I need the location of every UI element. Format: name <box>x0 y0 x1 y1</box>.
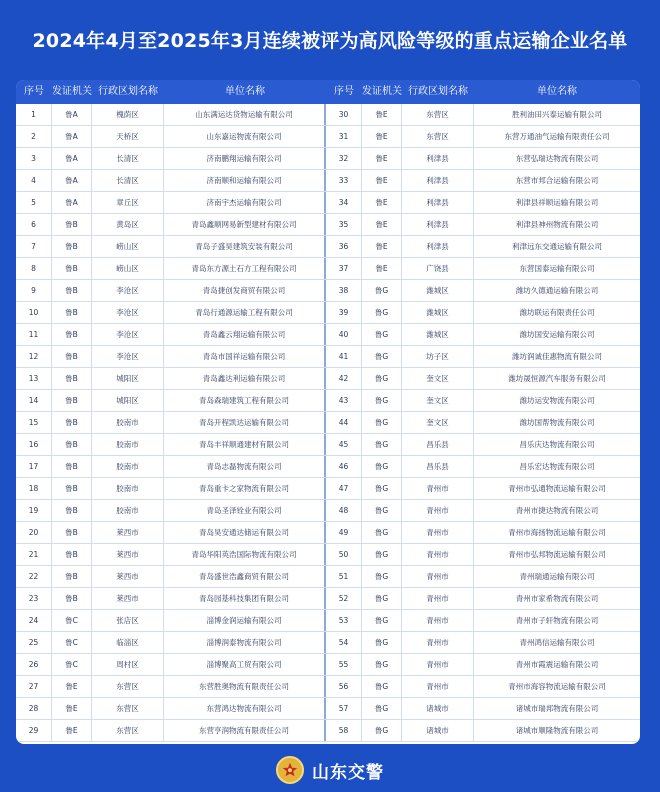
cell-index: 7 <box>16 236 52 257</box>
cell-company: 青岛圣泽铨业有限公司 <box>164 500 326 521</box>
cell-index-right: 45 <box>326 434 362 455</box>
cell-index-right: 41 <box>326 346 362 367</box>
cell-district-right: 青州市 <box>402 478 474 499</box>
cell-issuer: 鲁B <box>52 214 92 235</box>
cell-company-right: 青州市海容物流运输有限公司 <box>508 682 606 691</box>
table-row <box>16 104 640 126</box>
footer-brand: 山东交警 <box>312 762 384 783</box>
cell-company-right: 青州市弘通物流运输有限公司 <box>508 484 606 493</box>
cell-index-right: 57 <box>326 698 362 719</box>
cell-company: 青岛鑫顺网易新型建材有限公司 <box>164 214 326 235</box>
cell-issuer: 鲁B <box>52 302 92 323</box>
cell-index-right: 33 <box>326 170 362 191</box>
header-issuer: 发证机关 <box>52 86 92 97</box>
cell-index: 14 <box>16 390 52 411</box>
cell-company-right: 潍坊联运有限责任公司 <box>519 308 595 317</box>
cell-issuer-right: 鲁G <box>362 720 402 741</box>
cell-issuer: 鲁B <box>52 280 92 301</box>
cell-issuer: 鲁B <box>52 258 92 279</box>
table-row <box>16 456 640 478</box>
cell-issuer-right: 鲁G <box>362 324 402 345</box>
cell-district-right: 利津县 <box>402 214 474 235</box>
cell-issuer-right: 鲁G <box>362 346 402 367</box>
cell-index: 1 <box>16 104 52 125</box>
cell-district: 莱西市 <box>92 544 164 565</box>
cell-district-right: 诸城市 <box>402 720 474 741</box>
cell-issuer-right: 鲁G <box>362 368 402 389</box>
cell-district: 临淄区 <box>92 632 164 653</box>
cell-issuer: 鲁A <box>52 126 92 147</box>
cell-company: 济南顺和运输有限公司 <box>164 170 326 191</box>
cell-issuer-right: 鲁G <box>362 676 402 697</box>
cell-issuer-right: 鲁E <box>362 126 402 147</box>
table-row <box>16 126 640 148</box>
cell-company-right: 利津远东交通运输有限公司 <box>512 242 602 251</box>
cell-district-right: 利津县 <box>402 170 474 191</box>
cell-district-right: 奎文区 <box>402 368 474 389</box>
cell-district-right: 潍城区 <box>402 302 474 323</box>
table-row <box>16 654 640 676</box>
cell-issuer-right: 鲁G <box>362 302 402 323</box>
cell-company: 青岛昊安通达储运有限公司 <box>164 522 326 543</box>
cell-district: 周村区 <box>92 654 164 675</box>
cell-index-right: 48 <box>326 500 362 521</box>
cell-issuer-right: 鲁G <box>362 566 402 587</box>
table-header <box>16 80 640 104</box>
cell-company-right: 潍坊国安运输有限公司 <box>519 330 595 339</box>
table-row <box>16 500 640 522</box>
table-row <box>16 544 640 566</box>
cell-company-right: 东营弘瑞达物流有限公司 <box>515 154 599 163</box>
cell-issuer: 鲁B <box>52 368 92 389</box>
cell-issuer-right: 鲁G <box>362 544 402 565</box>
cell-index: 6 <box>16 214 52 235</box>
header-company-right: 单位名称 <box>537 86 577 97</box>
cell-district-right: 东营区 <box>402 126 474 147</box>
cell-issuer: 鲁E <box>52 720 92 741</box>
cell-index-right: 38 <box>326 280 362 301</box>
cell-district: 黄岛区 <box>92 214 164 235</box>
cell-issuer: 鲁B <box>52 390 92 411</box>
cell-company: 青岛鑫达利运输有限公司 <box>164 368 326 389</box>
cell-index: 23 <box>16 588 52 609</box>
cell-issuer: 鲁B <box>52 588 92 609</box>
cell-company: 青岛盛世浩鑫商贸有限公司 <box>164 566 326 587</box>
cell-issuer-right: 鲁E <box>362 170 402 191</box>
table-row <box>16 258 640 280</box>
cell-company: 青岛捷创发商贸有限公司 <box>164 280 326 301</box>
cell-index: 25 <box>16 632 52 653</box>
cell-index-right: 56 <box>326 676 362 697</box>
cell-issuer-right: 鲁G <box>362 522 402 543</box>
cell-district-right: 坊子区 <box>402 346 474 367</box>
cell-issuer-right: 鲁E <box>362 214 402 235</box>
cell-district-right: 奎文区 <box>402 412 474 433</box>
cell-issuer: 鲁A <box>52 170 92 191</box>
cell-index: 16 <box>16 434 52 455</box>
cell-index: 29 <box>16 720 52 741</box>
cell-district-right: 东营区 <box>402 104 474 125</box>
cell-index: 12 <box>16 346 52 367</box>
cell-index: 19 <box>16 500 52 521</box>
cell-district-right: 潍城区 <box>402 280 474 301</box>
cell-district: 天桥区 <box>92 126 164 147</box>
table-row <box>16 214 640 236</box>
cell-company-right: 昌乐宏达物流有限公司 <box>519 462 595 471</box>
cell-district-right: 青州市 <box>402 566 474 587</box>
cell-company: 青岛丰祥顺通建材有限公司 <box>164 434 326 455</box>
cell-index-right: 43 <box>326 390 362 411</box>
cell-index-right: 50 <box>326 544 362 565</box>
cell-district: 胶南市 <box>92 478 164 499</box>
police-badge-icon <box>276 756 304 784</box>
table-row <box>16 236 640 258</box>
table-row <box>16 346 640 368</box>
table-row <box>16 390 640 412</box>
table-row <box>16 324 640 346</box>
table-row <box>16 148 640 170</box>
cell-company-right: 青州市弘邦物流运输有限公司 <box>508 550 606 559</box>
cell-company-right: 潍坊晟恒源汽车服务有限公司 <box>508 374 606 383</box>
cell-index: 9 <box>16 280 52 301</box>
cell-issuer-right: 鲁G <box>362 478 402 499</box>
header-district-right: 行政区划名称 <box>408 86 468 97</box>
cell-company-right: 利津县祥顺运输有限公司 <box>515 198 599 207</box>
table-row <box>16 368 640 390</box>
cell-issuer: 鲁B <box>52 412 92 433</box>
cell-issuer: 鲁C <box>52 610 92 631</box>
cell-district-right: 青州市 <box>402 654 474 675</box>
cell-index-right: 46 <box>326 456 362 477</box>
cell-company: 青岛鑫云翔运输有限公司 <box>164 324 326 345</box>
cell-district: 李沧区 <box>92 302 164 323</box>
cell-district: 李沧区 <box>92 346 164 367</box>
cell-company-right: 东营万通油气运输有限责任公司 <box>504 132 610 141</box>
cell-district: 张店区 <box>92 610 164 631</box>
cell-district-right: 青州市 <box>402 632 474 653</box>
cell-issuer-right: 鲁G <box>362 610 402 631</box>
cell-index: 5 <box>16 192 52 213</box>
cell-district: 长清区 <box>92 170 164 191</box>
cell-company: 东营胜奥物流有限责任公司 <box>164 676 326 697</box>
cell-issuer-right: 鲁E <box>362 236 402 257</box>
cell-index-right: 51 <box>326 566 362 587</box>
page-title: 2024年4月至2025年3月连续被评为高风险等级的重点运输企业名单 <box>32 29 628 52</box>
cell-district: 城阳区 <box>92 368 164 389</box>
header-district: 行政区划名称 <box>98 86 158 97</box>
header-issuer-right: 发证机关 <box>362 86 402 97</box>
cell-index-right: 32 <box>326 148 362 169</box>
cell-district: 胶南市 <box>92 412 164 433</box>
cell-index: 26 <box>16 654 52 675</box>
cell-district-right: 利津县 <box>402 148 474 169</box>
cell-company: 淄博聚高工贸有限公司 <box>164 654 326 675</box>
table-row <box>16 302 640 324</box>
table-row <box>16 566 640 588</box>
cell-company-right: 利津县神州物流有限公司 <box>515 220 599 229</box>
table-row <box>16 522 640 544</box>
cell-company: 青岛东方源土石方工程有限公司 <box>164 258 326 279</box>
cell-issuer-right: 鲁E <box>362 104 402 125</box>
cell-index: 28 <box>16 698 52 719</box>
cell-company: 山东嘉运物流有限公司 <box>164 126 326 147</box>
cell-index-right: 39 <box>326 302 362 323</box>
cell-district-right: 青州市 <box>402 500 474 521</box>
table-row <box>16 698 640 720</box>
cell-index-right: 35 <box>326 214 362 235</box>
cell-district: 崂山区 <box>92 258 164 279</box>
cell-company: 青岛志磊物流有限公司 <box>164 456 326 477</box>
cell-district-right: 青州市 <box>402 610 474 631</box>
cell-district-right: 青州市 <box>402 588 474 609</box>
cell-index: 11 <box>16 324 52 345</box>
cell-index-right: 36 <box>326 236 362 257</box>
cell-issuer-right: 鲁G <box>362 698 402 719</box>
cell-index: 22 <box>16 566 52 587</box>
cell-issuer: 鲁B <box>52 236 92 257</box>
cell-company-right: 青州市捷达物流有限公司 <box>515 506 599 515</box>
cell-issuer: 鲁B <box>52 456 92 477</box>
table-body <box>16 104 640 744</box>
header-index: 序号 <box>24 86 44 97</box>
cell-company-right: 东营市邦合运输有限公司 <box>515 176 599 185</box>
cell-index: 17 <box>16 456 52 477</box>
cell-company-right: 青州市海扬物流运输有限公司 <box>508 528 606 537</box>
cell-district-right: 昌乐县 <box>402 456 474 477</box>
cell-district: 胶南市 <box>92 456 164 477</box>
cell-district: 李沧区 <box>92 280 164 301</box>
cell-district-right: 昌乐县 <box>402 434 474 455</box>
cell-company: 东营亨润物流有限责任公司 <box>164 720 326 741</box>
cell-company: 青岛子盛昊建筑安装有限公司 <box>164 236 326 257</box>
cell-company-right: 昌乐庆达物流有限公司 <box>519 440 595 449</box>
cell-district-right: 利津县 <box>402 236 474 257</box>
cell-district: 东营区 <box>92 676 164 697</box>
cell-issuer: 鲁C <box>52 632 92 653</box>
cell-district: 城阳区 <box>92 390 164 411</box>
cell-index-right: 52 <box>326 588 362 609</box>
cell-issuer: 鲁A <box>52 192 92 213</box>
cell-issuer-right: 鲁G <box>362 588 402 609</box>
cell-district-right: 潍城区 <box>402 324 474 345</box>
cell-district: 东营区 <box>92 698 164 719</box>
cell-district-right: 奎文区 <box>402 390 474 411</box>
cell-issuer-right: 鲁G <box>362 632 402 653</box>
cell-index-right: 30 <box>326 104 362 125</box>
table-row <box>16 610 640 632</box>
cell-index: 2 <box>16 126 52 147</box>
cell-district: 胶南市 <box>92 434 164 455</box>
cell-company-right: 胜利油田兴泰运输有限公司 <box>512 110 602 119</box>
cell-issuer: 鲁A <box>52 148 92 169</box>
cell-index: 8 <box>16 258 52 279</box>
cell-index: 21 <box>16 544 52 565</box>
cell-index-right: 49 <box>326 522 362 543</box>
cell-index: 27 <box>16 676 52 697</box>
cell-index-right: 31 <box>326 126 362 147</box>
cell-company: 青岛重卡之家物流有限公司 <box>164 478 326 499</box>
table-row <box>16 632 640 654</box>
cell-issuer-right: 鲁G <box>362 412 402 433</box>
cell-index-right: 58 <box>326 720 362 741</box>
cell-index-right: 55 <box>326 654 362 675</box>
table-row <box>16 192 640 214</box>
cell-company-right: 潍坊润诚佳惠物流有限公司 <box>512 352 602 361</box>
cell-district: 莱西市 <box>92 588 164 609</box>
cell-district-right: 利津县 <box>402 192 474 213</box>
cell-company: 淄博金润运输有限公司 <box>164 610 326 631</box>
cell-issuer-right: 鲁G <box>362 654 402 675</box>
cell-district-right: 诸城市 <box>402 698 474 719</box>
cell-district: 莱西市 <box>92 522 164 543</box>
cell-district-right: 广饶县 <box>402 258 474 279</box>
cell-index: 3 <box>16 148 52 169</box>
cell-company-right: 诸城市瑞邦物流有限公司 <box>515 704 599 713</box>
cell-district: 胶南市 <box>92 500 164 521</box>
cell-district: 章丘区 <box>92 192 164 213</box>
cell-company: 青岛园基科技集团有限公司 <box>164 588 326 609</box>
header-company: 单位名称 <box>225 86 265 97</box>
cell-district: 长清区 <box>92 148 164 169</box>
cell-district-right: 青州市 <box>402 676 474 697</box>
cell-index-right: 44 <box>326 412 362 433</box>
cell-company: 山东满运达货物运输有限公司 <box>164 104 326 125</box>
cell-issuer-right: 鲁G <box>362 456 402 477</box>
cell-issuer-right: 鲁E <box>362 148 402 169</box>
cell-index-right: 34 <box>326 192 362 213</box>
table-row <box>16 676 640 698</box>
footer <box>0 748 660 792</box>
enterprise-table <box>16 80 640 744</box>
cell-index: 15 <box>16 412 52 433</box>
cell-district: 槐荫区 <box>92 104 164 125</box>
cell-district: 崂山区 <box>92 236 164 257</box>
table-row <box>16 588 640 610</box>
cell-company-right: 东营国泰运输有限公司 <box>519 264 595 273</box>
cell-issuer: 鲁B <box>52 522 92 543</box>
cell-index-right: 40 <box>326 324 362 345</box>
cell-issuer: 鲁B <box>52 500 92 521</box>
cell-index: 10 <box>16 302 52 323</box>
cell-company: 青岛行通源运输工程有限公司 <box>164 302 326 323</box>
cell-index: 4 <box>16 170 52 191</box>
cell-company-right: 潍坊国帮物流有限公司 <box>519 418 595 427</box>
cell-company: 东营鸿达物流有限公司 <box>164 698 326 719</box>
cell-company-right: 青州市家希物流有限公司 <box>515 594 599 603</box>
cell-company-right: 青州鸿信运输有限公司 <box>519 638 595 647</box>
cell-index: 20 <box>16 522 52 543</box>
cell-index: 24 <box>16 610 52 631</box>
cell-company: 淄博润泰物流有限公司 <box>164 632 326 653</box>
table-row <box>16 720 640 742</box>
table-row <box>16 434 640 456</box>
cell-district-right: 青州市 <box>402 522 474 543</box>
cell-index-right: 54 <box>326 632 362 653</box>
cell-issuer: 鲁B <box>52 566 92 587</box>
cell-company-right: 潍坊久德通运输有限公司 <box>515 286 599 295</box>
cell-issuer-right: 鲁E <box>362 258 402 279</box>
cell-company: 青岛市国祥运输有限公司 <box>164 346 326 367</box>
cell-company-right: 青州瑞通运输有限公司 <box>519 572 595 581</box>
header-index-right: 序号 <box>334 86 354 97</box>
cell-company: 济南鹏翔运输有限公司 <box>164 148 326 169</box>
cell-issuer: 鲁C <box>52 654 92 675</box>
cell-index: 18 <box>16 478 52 499</box>
cell-issuer: 鲁B <box>52 544 92 565</box>
cell-issuer: 鲁B <box>52 478 92 499</box>
cell-issuer: 鲁B <box>52 434 92 455</box>
table-row <box>16 412 640 434</box>
cell-issuer: 鲁E <box>52 676 92 697</box>
table-row <box>16 478 640 500</box>
cell-issuer: 鲁A <box>52 104 92 125</box>
table-row <box>16 170 640 192</box>
cell-company: 青岛森瑞建筑工程有限公司 <box>164 390 326 411</box>
cell-company-right: 青州市霞震运输有限公司 <box>515 660 599 669</box>
cell-issuer: 鲁E <box>52 698 92 719</box>
cell-company-right: 潍坊运安物流有限公司 <box>519 396 595 405</box>
cell-district: 莱西市 <box>92 566 164 587</box>
cell-company-right: 青州市子轩物流有限公司 <box>515 616 599 625</box>
cell-issuer-right: 鲁G <box>362 500 402 521</box>
cell-index-right: 53 <box>326 610 362 631</box>
cell-issuer-right: 鲁E <box>362 192 402 213</box>
cell-company: 青岛开程凯达运输有限公司 <box>164 412 326 433</box>
cell-district: 李沧区 <box>92 324 164 345</box>
cell-issuer-right: 鲁G <box>362 390 402 411</box>
cell-issuer: 鲁B <box>52 324 92 345</box>
cell-index-right: 42 <box>326 368 362 389</box>
cell-district: 东营区 <box>92 720 164 741</box>
cell-issuer: 鲁B <box>52 346 92 367</box>
cell-company: 青岛华阳英浩国际物流有限公司 <box>164 544 326 565</box>
cell-index-right: 37 <box>326 258 362 279</box>
cell-index: 13 <box>16 368 52 389</box>
cell-index-right: 47 <box>326 478 362 499</box>
cell-issuer-right: 鲁G <box>362 280 402 301</box>
cell-district-right: 青州市 <box>402 544 474 565</box>
cell-company: 济南宇杰运输有限公司 <box>164 192 326 213</box>
table-row <box>16 280 640 302</box>
cell-company-right: 诸城市顺隆物流有限公司 <box>515 726 599 735</box>
cell-issuer-right: 鲁G <box>362 434 402 455</box>
